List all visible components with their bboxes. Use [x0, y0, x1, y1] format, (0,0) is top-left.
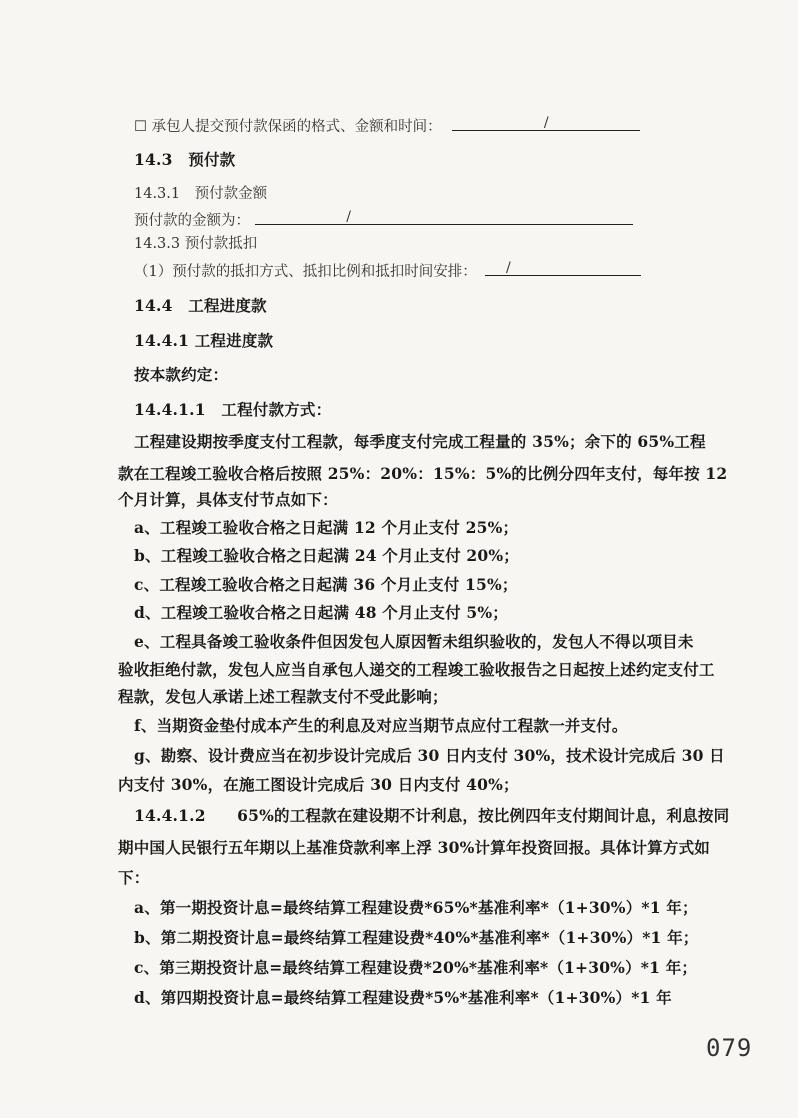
interest-item-d: d、第四期投资计息=最终结算工程建设费*5%*基准利率*（1+30%）*1 年 — [134, 988, 672, 1007]
advance-amount-label: 预付款的金额为： — [134, 213, 250, 229]
payment-item-f: f、当期资金垫付成本产生的利息及对应当期节点应付工程款一并支付。 — [134, 716, 628, 735]
payment-item-c: c、工程竣工验收合格之日起满 36 个月止支付 15%； — [134, 575, 518, 594]
advance-amount-blank — [255, 208, 633, 225]
section-14-3-3-heading: 14.3.3 预付款抵扣 — [134, 236, 258, 252]
payment-paragraph-line-3: 个月计算，具体支付节点如下： — [118, 490, 338, 509]
interest-paragraph-line-3: 下： — [118, 868, 150, 887]
payment-item-b: b、工程竣工验收合格之日起满 24 个月止支付 20%； — [134, 546, 519, 565]
payment-item-e-line-2: 验收拒绝付款，发包人应当自承包人递交的工程竣工验收报告之日起按上述约定支付工 — [118, 660, 715, 679]
page-number: 079 — [706, 1034, 753, 1062]
payment-item-g-line-2: 内支付 30%，在施工图设计完成后 30 日内支付 40%； — [118, 775, 519, 794]
payment-paragraph-line-2: 款在工程竣工验收合格后按照 25%：20%：15%：5%的比例分四年支付，每年按 12 — [118, 464, 728, 483]
advance-amount-line — [134, 208, 633, 231]
section-14-3-heading: 14.3 预付款 — [134, 150, 236, 169]
interest-paragraph-line-2: 期中国人民银行五年期以上基准贷款利率上浮 30%计算年投资回报。具体计算方式如 — [118, 838, 710, 857]
interest-paragraph-line-1: 14.4.1.2 65%的工程款在建设期不计利息，按比例四年支付期间计息，利息按同 — [134, 806, 730, 825]
agreed-line: 按本款约定： — [134, 365, 229, 384]
guarantee-line — [134, 114, 640, 137]
payment-paragraph-line-1: 工程建设期按季度支付工程款，每季度支付完成工程量的 35%；余下的 65%工程 — [134, 432, 706, 451]
payment-item-g-line-1: g、勘察、设计费应当在初步设计完成后 30 日内支付 30%，技术设计完成后 30 日 — [134, 746, 725, 765]
payment-item-d: d、工程竣工验收合格之日起满 48 个月止支付 5%； — [134, 603, 509, 622]
guarantee-blank — [452, 114, 640, 131]
section-14-3-1-heading: 14.3.1 预付款金额 — [134, 186, 268, 202]
guarantee-text: ☐ 承包人提交预付款保函的格式、金额和时间： — [134, 119, 442, 135]
interest-item-a: a、第一期投资计息=最终结算工程建设费*65%*基准利率*（1+30%）*1 年； — [134, 898, 698, 917]
deduction-value: / — [505, 260, 511, 276]
section-14-4-1-1-heading: 14.4.1.1 工程付款方式： — [134, 400, 332, 419]
advance-amount-value: / — [346, 209, 351, 225]
payment-item-e-line-3: 程款，发包人承诺上述工程款支付不受此影响； — [118, 687, 448, 706]
deduction-blank — [485, 259, 641, 276]
guarantee-blank-value: / — [543, 115, 549, 131]
payment-item-a: a、工程竣工验收合格之日起满 12 个月止支付 25%； — [134, 518, 519, 537]
interest-item-c: c、第三期投资计息=最终结算工程建设费*20%*基准利率*（1+30%）*1 年； — [134, 958, 698, 977]
interest-item-b: b、第二期投资计息=最终结算工程建设费*40%*基准利率*（1+30%）*1 年； — [134, 928, 699, 947]
section-14-4-heading: 14.4 工程进度款 — [134, 296, 267, 315]
deduction-label: （1）预付款的抵扣方式、抵扣比例和抵扣时间安排： — [134, 264, 477, 280]
payment-item-e-line-1: e、工程具备竣工验收条件但因发包人原因暂未组织验收的，发包人不得以项目未 — [134, 632, 694, 651]
section-14-4-1-heading: 14.4.1 工程进度款 — [134, 331, 274, 350]
deduction-line — [134, 259, 641, 282]
